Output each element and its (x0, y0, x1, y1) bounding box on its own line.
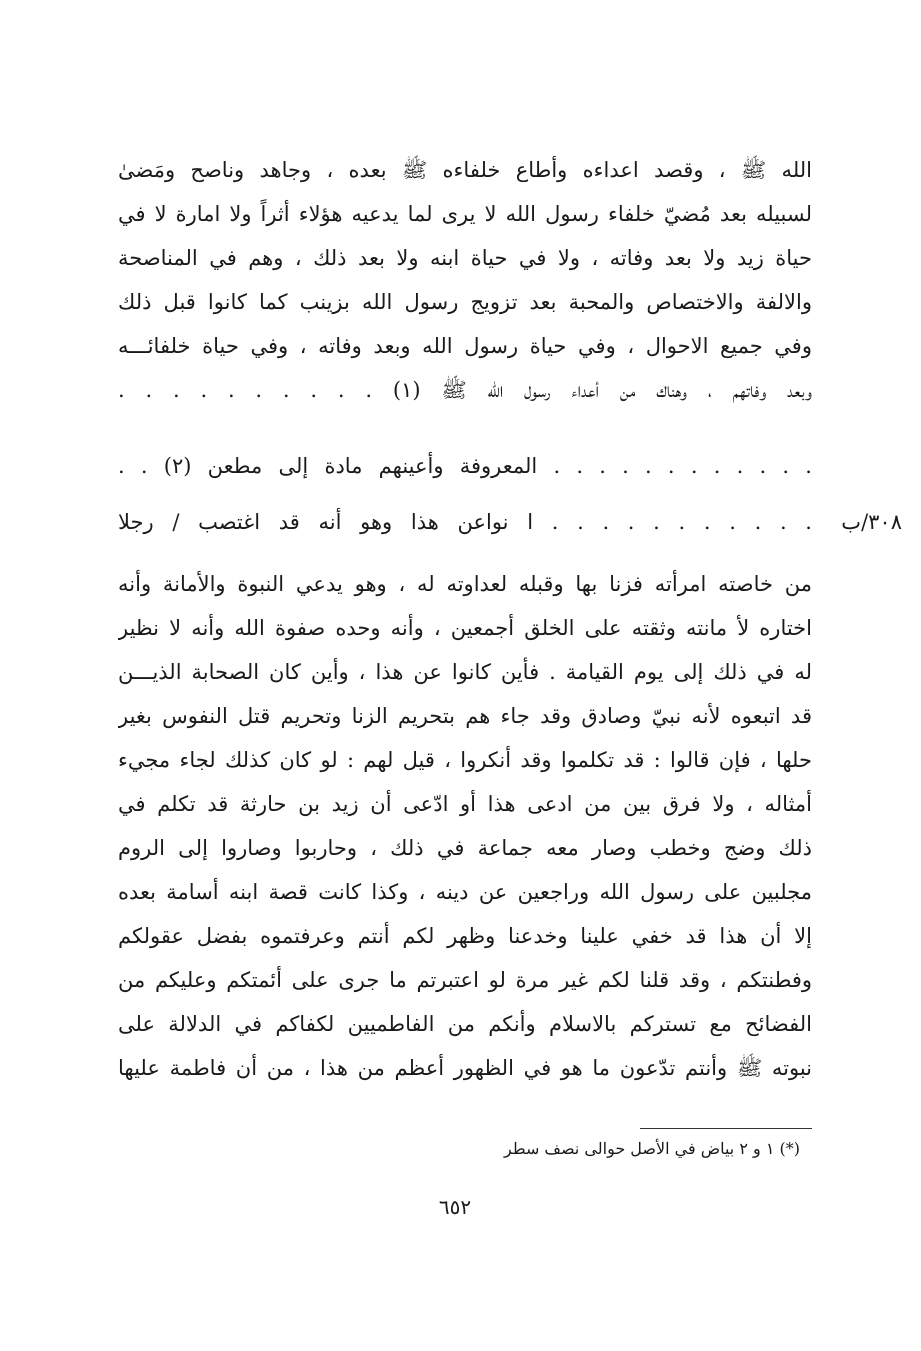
text-line: وبعد وفاتهم ، وهناك من أعداء رسول الله ﷺ (١) . . . . . . . . . . (118, 378, 812, 402)
text-line: ذلك وضج وخطب وصار معه جماعة في ذلك ، وحاربوا وصاروا إلى الروم (118, 836, 812, 860)
text-line: الفضائح مع تستركم بالاسلام وأنكم من الفاطميين لكفاكم في الدلالة على (118, 1012, 812, 1036)
text-line: وفطنتكم ، وقد قلنا لكم غير مرة لو اعتبرتم ما جرى على أئمتكم وعليكم من (118, 968, 812, 992)
text-line: حلها ، فإن قالوا : قد تكلموا وقد أنكروا ، قيل لهم : لو كان كذلك لجاء مجيء (118, 748, 812, 772)
text-line: حياة زيد ولا بعد وفاته ، ولا في حياة ابنه ولا بعد ذلك ، وهم في المناصحة (118, 246, 812, 270)
text-line: مجلبين على رسول الله وراجعين عن دينه ، وكذا كانت قصة ابنه أسامة بعده (118, 880, 812, 904)
footnote-divider (640, 1128, 812, 1129)
text-line: الله ﷺ ، وقصد اعداءه وأطاع خلفاءه ﷺ بعده ، وجاهد وناصح ومَضىٰ (118, 158, 812, 182)
text-line: لسبيله بعد مُضيّ خلفاء رسول الله لا يرى لما يدعيه هؤلاء أثراً ولا امارة لا في (118, 202, 812, 226)
text-line: نبوته ﷺ وأنتم تدّعون ما هو في الظهور أعظم من هذا ، من أن فاطمة عليها (118, 1056, 812, 1080)
folio-marginal-note: ٣٠٨/ب (841, 510, 902, 534)
text-line: والالفة والاختصاص والمحبة بعد تزويج رسول الله بزينب كما كانوا قبل ذلك (118, 290, 812, 314)
text-line: قد اتبعوه لأنه نبيّ وصادق وقد جاء هم بتحريم الزنا وتحريم قتل النفوس بغير (118, 704, 812, 728)
page-number: ٦٥٢ (438, 1195, 472, 1219)
text-line: وفي جميع الاحوال ، وفي حياة رسول الله وبعد وفاته ، وفي حياة خلفائـــه (118, 334, 812, 358)
footnote: (*) ١ و ٢ بياض في الأصل حوالى نصف سطر (503, 1139, 800, 1158)
text-line: أمثاله ، ولا فرق بين من ادعى هذا أو ادّعى أن زيد بن حارثة قد تكلم في (118, 792, 812, 816)
text-line: اختاره لأ مانته وثقته على الخلق أجمعين ، وأنه وحده صفوة الله وأنه لا نظير (118, 616, 812, 640)
text-line: من خاصته امرأته فزنا بها وقبله لعداوته له ، وهو يدعي النبوة والأمانة وأنه (118, 572, 812, 596)
main-text-bottom (118, 562, 812, 1090)
text-line: إلا أن هذا قد خفي علينا وخدعنا وظهر لكم أنتم وعرفتموه بفضل عقولكم (118, 924, 812, 948)
text-line: له في ذلك إلى يوم القيامة . فأين كانوا عن هذا ، وأين كان الصحابة الذيـــن (118, 660, 812, 684)
main-text-top (118, 148, 812, 412)
lacuna-line-1: . . . . . . . . . . . . المعروفة وأعينهم مادة إلى مطعن (٢) . . (118, 454, 812, 478)
lacuna-line-2: . . . . . . . . . . . ا نواعن هذا وهو أنه قد اغتصب / رجلا (118, 510, 812, 534)
